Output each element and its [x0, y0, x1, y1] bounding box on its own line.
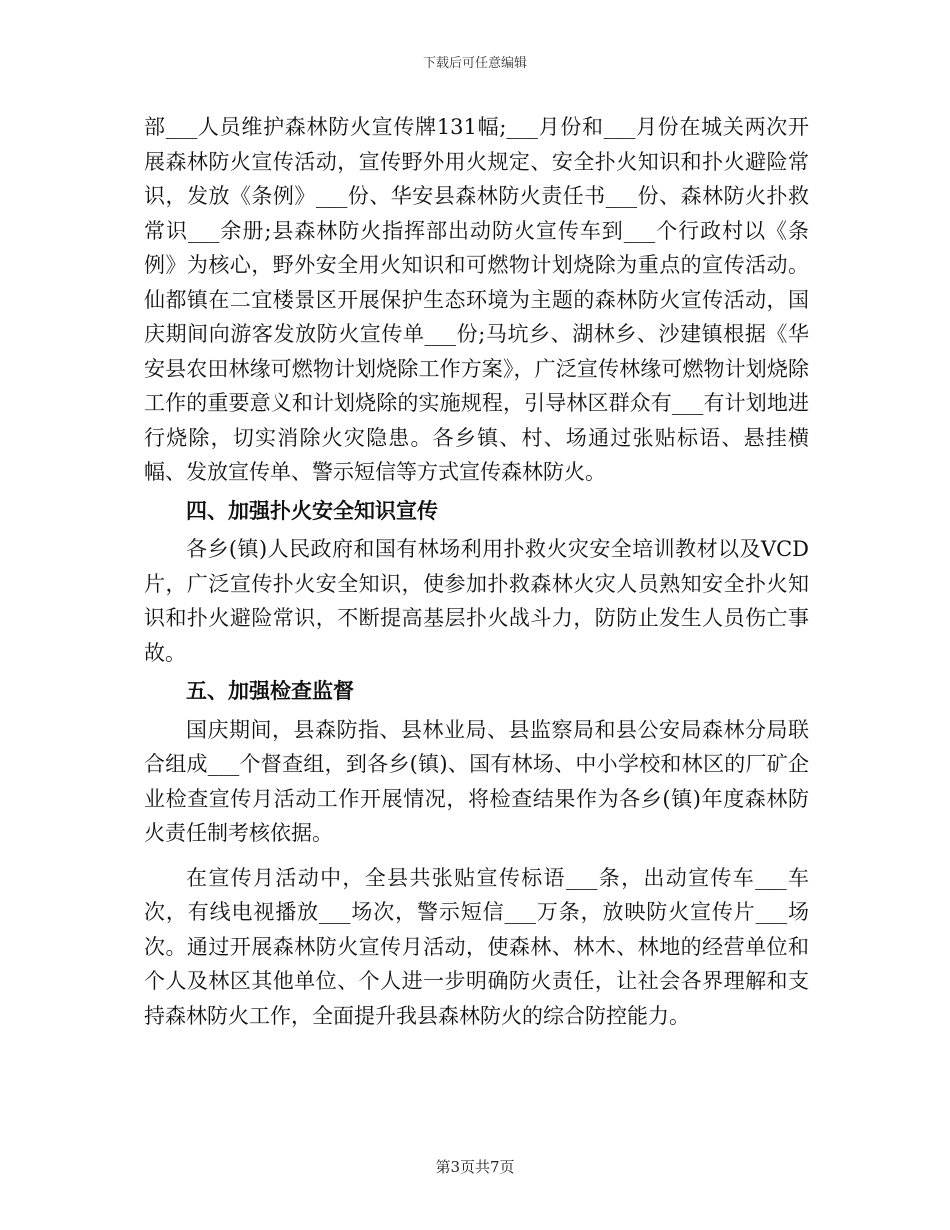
section-heading-5: 五、加强检查监督 [186, 679, 354, 703]
paragraph-inspection: 国庆期间，县森防指、县林业局、县监察局和县公安局森林分局联合组成___个督查组，到各乡(镇)、国有林场、中小学校和林区的厂矿企业检查宣传月活动工作开展情况，将检查结果作为各乡(镇)年度森林防火责任制考核依据。 [144, 717, 809, 845]
paragraph-continuation: 部___人员维护森林防火宣传牌131幅;___月份和___月份在城关两次开展森林防火宣传活动，宣传野外用火规定、安全扑火知识和扑火避险常识，发放《条例》___份、华安县森林防火责任书___份、森林防火扑救常识___余册;县森林防火指挥部出动防火宣传车到___个行政村以《条例》为核心，野外安全用火知识和可燃物计划烧除为重点的宣传活动。仙都镇在二宜楼景区开展保护生态环境为主题的森林防火宣传活动，国庆期间向游客发放防火宣传单___份;马坑乡、湖林乡、沙建镇根据《华安县农田林缘可燃物计划烧除工作方案》，广泛宣传林缘可燃物计划烧除工作的重要意义和计划烧除的实施规程，引导林区群众有___有计划地进行烧除，切实消除火灾隐患。各乡镇、村、场通过张贴标语、悬挂横幅、发放宣传单、警示短信等方式宣传森林防火。 [144, 115, 809, 484]
document-body [144, 110, 809, 1033]
page-number: 第3页共7页 [435, 1158, 515, 1176]
paragraph-safety-knowledge: 各乡(镇)人民政府和国有林场利用扑救火灾安全培训教材以及VCD片，广泛宣传扑火安全知识，使参加扑救森林火灾人员熟知安全扑火知识和扑火避险常识，不断提高基层扑火战斗力，防防止发生人员伤亡事故。 [144, 537, 809, 665]
paragraph-summary: 在宣传月活动中，全县共张贴宣传标语___条，出动宣传车___车次，有线电视播放___场次，警示短信___万条，放映防火宣传片___场次。通过开展森林防火宣传月活动，使森林、林木、林地的经营单位和个人及林区其他单位、个人进一步明确防火责任，让社会各界理解和支持森林防火工作，全面提升我县森林防火的综合防控能力。 [144, 865, 809, 1028]
section-heading-4: 四、加强扑火安全知识宣传 [186, 498, 438, 523]
page-header: 下载后可任意编辑 [422, 56, 527, 71]
